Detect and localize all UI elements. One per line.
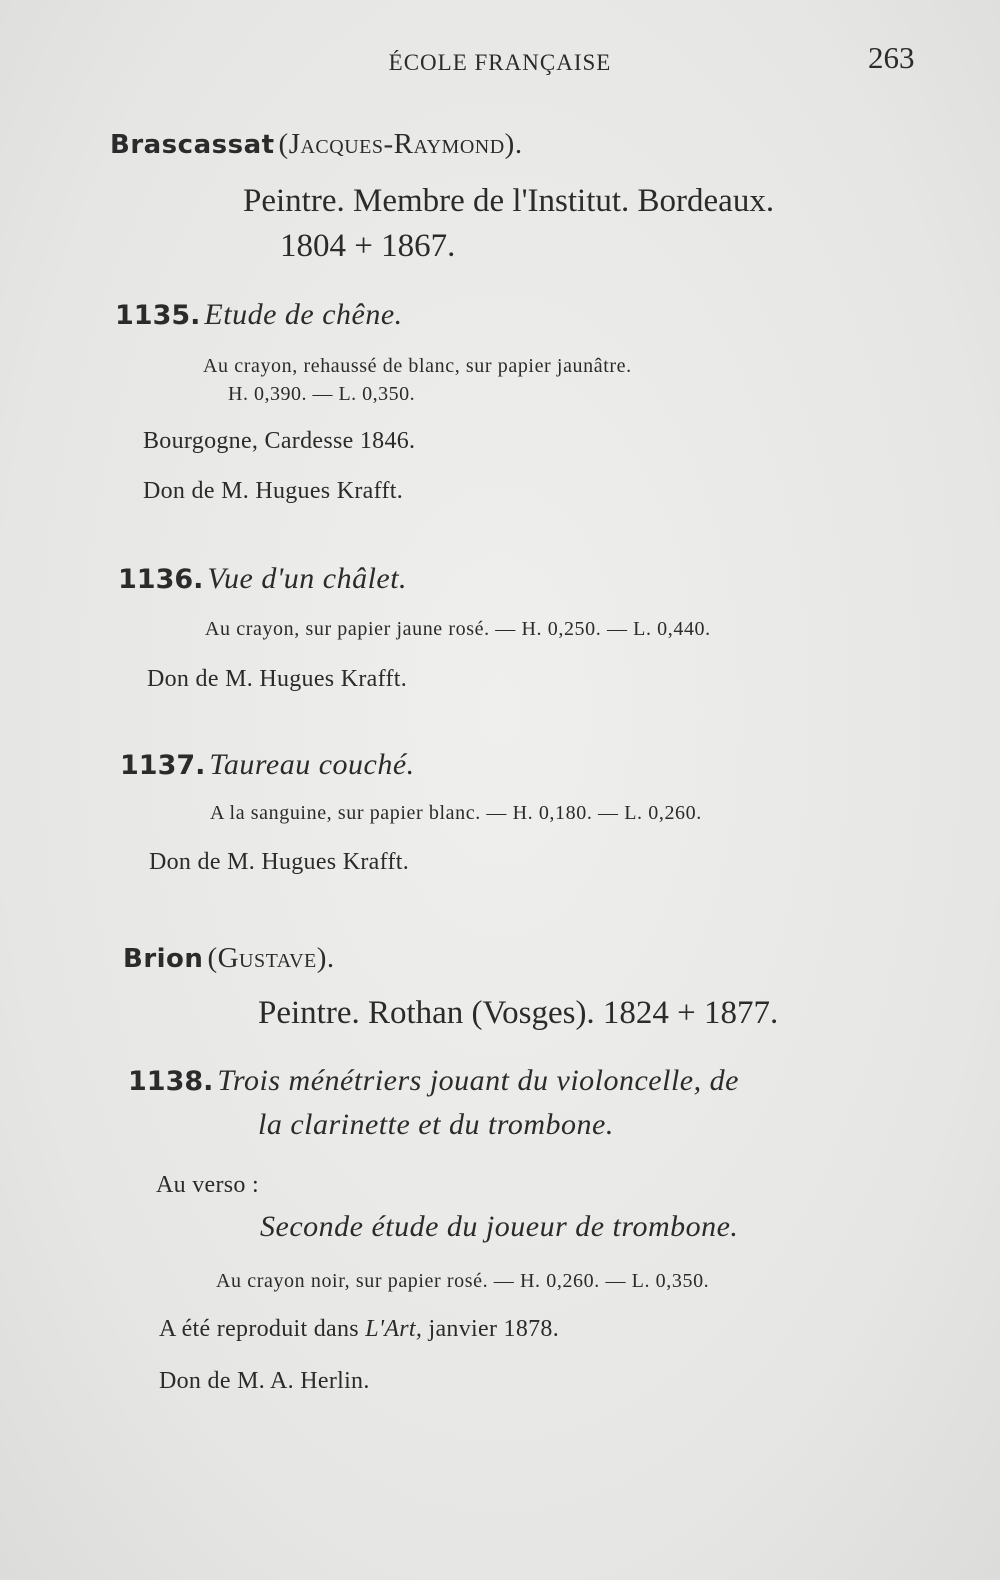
artist-dates: 1804 + 1867. — [280, 228, 456, 264]
artist-given-names: (Jacques-Raymond). — [278, 128, 523, 160]
artist-heading-brion — [123, 942, 335, 975]
entry-reproduction-note — [159, 1316, 559, 1343]
verso-label: Au verso : — [156, 1172, 259, 1198]
entry-number: 1136 — [118, 564, 194, 595]
entry-title: Vue d'un châlet. — [207, 562, 408, 595]
entry-title: Trois ménétriers jouant du violoncelle, de — [217, 1064, 739, 1097]
reproduction-prefix: A été reproduit dans — [159, 1316, 366, 1342]
entry-technique: A la sanguine, sur papier blanc. — H. 0,180. — L. 0,260. — [210, 802, 702, 824]
entry-technique: Au crayon, rehaussé de blanc, sur papier jaunâtre. — [203, 355, 632, 377]
entry-technique: Au crayon noir, sur papier rosé. — H. 0,260. — L. 0,350. — [216, 1270, 710, 1292]
entry-heading-1137: 1137. Taureau couché. — [120, 748, 415, 781]
entry-title-continuation: la clarinette et du trombone. — [258, 1108, 614, 1141]
entry-dimensions: H. 0,390. — L. 0,350. — [228, 383, 416, 405]
entry-title: Taureau couché. — [209, 748, 415, 781]
entry-number: 1135 — [115, 300, 191, 331]
entry-technique: Au crayon, sur papier jaune rosé. — H. 0,250. — L. 0,440. — [205, 618, 711, 640]
entry-origin: Bourgogne, Cardesse 1846. — [143, 428, 416, 454]
artist-surname: Brion — [123, 944, 204, 974]
entry-donor: Don de M. Hugues Krafft. — [147, 666, 408, 692]
entry-heading-1138: 1138. Trois ménétriers jouant du violoncelle, de — [128, 1064, 739, 1097]
running-head: ÉCOLE FRANÇAISE — [388, 50, 612, 75]
entry-donor: Don de M. A. Herlin. — [159, 1368, 370, 1394]
entry-heading-1135: 1135. Etude de chêne. — [115, 298, 403, 331]
entry-heading-1136: 1136. Vue d'un châlet. — [118, 562, 408, 595]
entry-number: 1138 — [128, 1066, 204, 1097]
artist-surname: Brascassat — [110, 130, 275, 160]
artist-given-names: (Gustave). — [207, 942, 335, 974]
artist-bio-line: Peintre. Membre de l'Institut. Bordeaux. — [243, 183, 775, 219]
verso-title: Seconde étude du joueur de trombone. — [260, 1210, 739, 1243]
reproduction-date: janvier 1878. — [422, 1316, 560, 1342]
entry-title: Etude de chêne. — [204, 298, 403, 331]
reproduction-journal: L'Art, — [365, 1316, 423, 1342]
artist-heading-brascassat — [110, 128, 523, 161]
artist-bio-line: Peintre. Rothan (Vosges). 1824 + 1877. — [258, 995, 779, 1031]
page-number: 263 — [868, 40, 915, 75]
entry-donor: Don de M. Hugues Krafft. — [149, 849, 410, 875]
entry-donor: Don de M. Hugues Krafft. — [143, 478, 404, 504]
entry-number: 1137 — [120, 750, 196, 781]
